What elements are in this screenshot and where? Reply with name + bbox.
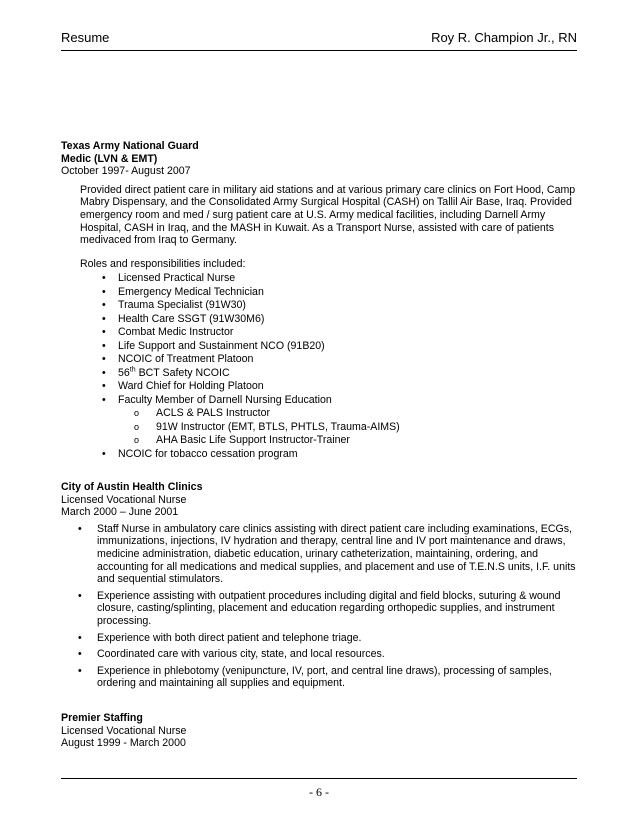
list-item: o ACLS & PALS Instructor [134, 407, 271, 420]
roles-list-end [61, 448, 581, 462]
roles-intro: Roles and responsibilities included: [80, 257, 246, 270]
list-item: o AHA Basic Life Support Instructor-Trainer [134, 434, 350, 447]
header-author: Roy R. Champion Jr., RN [431, 30, 577, 45]
circle-bullet-icon: o [134, 421, 140, 432]
list-item: • Licensed Practical Nurse [102, 272, 236, 285]
job-dates: March 2000 – June 2001 [61, 506, 179, 519]
bullet-icon: • [78, 648, 82, 661]
bullet-icon: • [102, 380, 106, 393]
sub-list [61, 407, 581, 448]
list-item: • NCOIC for tobacco cessation program [102, 447, 298, 460]
list-item: • Health Care SSGT (91W30M6) [102, 312, 265, 325]
section-city-austin [61, 481, 581, 694]
list-item: • Ward Chief for Holding Platoon [102, 380, 264, 393]
list-item: • Emergency Medical Technician [102, 285, 264, 298]
bullet-icon: • [102, 447, 106, 460]
bullet-icon: • [78, 664, 82, 677]
page-number: - 6 - [309, 785, 329, 799]
list-item: • Faculty Member of Darnell Nursing Education [102, 393, 332, 406]
job-role: Licensed Vocational Nurse [61, 493, 187, 506]
job-dates: October 1997- August 2007 [61, 165, 191, 178]
roles-list [61, 272, 581, 407]
job-dates: August 1999 - March 2000 [61, 737, 186, 750]
org-name: Premier Staffing [61, 712, 143, 724]
header-title: Resume [61, 30, 110, 45]
list-item: • Staff Nurse in ambulatory care clinics assisting with direct patient care including examinations, ECGs, immunizations, injections, IV hydration and therapy, central line and IV port maintenance and draws, medicine administration, diabetic education, urinary catheterization, maintaining, ordering, and accounting for all medications and medical supplies, and placement and use of T.E.N.S units, I.F. units and sequential stimulators. [78, 522, 576, 586]
list-item: • Experience with both direct patient and telephone triage. [78, 631, 362, 644]
bullet-icon: • [102, 272, 106, 285]
bullet-icon: • [102, 366, 106, 379]
list-item: • Experience assisting with outpatient procedures including digital and field blocks, suturing & wound closure, casting/splinting, placement and education regarding orthopedic supplies, and instrument processing. [78, 589, 561, 627]
bullet-icon: • [102, 312, 106, 325]
job-description: Provided direct patient care in military aid stations and at various primary care clinics on Fort Hood, Camp Mabry Dispensary, and the Consolidated Army Surgical Hospital (CASH) on Tallil Air Base, Iraq. Provided emergency room and med / surg patient care at U.S. Army medical facilities, including Darnell Army Hospital, CASH in Iraq, and the MASH in Kuwait. As a Transport Nurse, assisted with care of patients medivaced from Iraq to Germany. [80, 183, 576, 247]
circle-bullet-icon: o [134, 435, 140, 446]
list-item: • NCOIC of Treatment Platoon [102, 353, 254, 366]
list-item: o 91W Instructor (EMT, BTLS, PHTLS, Trauma-AIMS) [134, 420, 400, 433]
section-texas-army [61, 140, 581, 461]
list-item: • Life Support and Sustainment NCO (91B20) [102, 339, 325, 352]
org-name: Texas Army National Guard [61, 140, 199, 152]
list-item: • Combat Medic Instructor [102, 326, 234, 339]
list-item: • 56th BCT Safety NCOIC [102, 366, 230, 379]
bullet-icon: • [78, 589, 82, 602]
list-item: • Experience in phlebotomy (venipuncture, IV, port, and central line draws), processing of samples, ordering and maintaining all supplies and equipment. [78, 664, 552, 690]
job-role: Medic (LVN & EMT) [61, 152, 158, 165]
list-item: • Trauma Specialist (91W30) [102, 299, 246, 312]
bullet-icon: • [78, 522, 82, 535]
bullet-icon: • [102, 353, 106, 366]
bullet-icon: • [102, 326, 106, 339]
bullet-icon: • [102, 339, 106, 352]
footer-rule [61, 778, 577, 779]
duties-list [61, 523, 581, 690]
section-premier-staffing [61, 712, 581, 750]
bullet-icon: • [102, 285, 106, 298]
org-name: City of Austin Health Clinics [61, 481, 203, 493]
page-header [61, 30, 577, 51]
bullet-icon: • [102, 299, 106, 312]
job-role: Licensed Vocational Nurse [61, 724, 187, 737]
bullet-icon: • [78, 631, 82, 644]
list-item: • Coordinated care with various city, state, and local resources. [78, 648, 385, 661]
circle-bullet-icon: o [134, 408, 140, 419]
bullet-icon: • [102, 393, 106, 406]
